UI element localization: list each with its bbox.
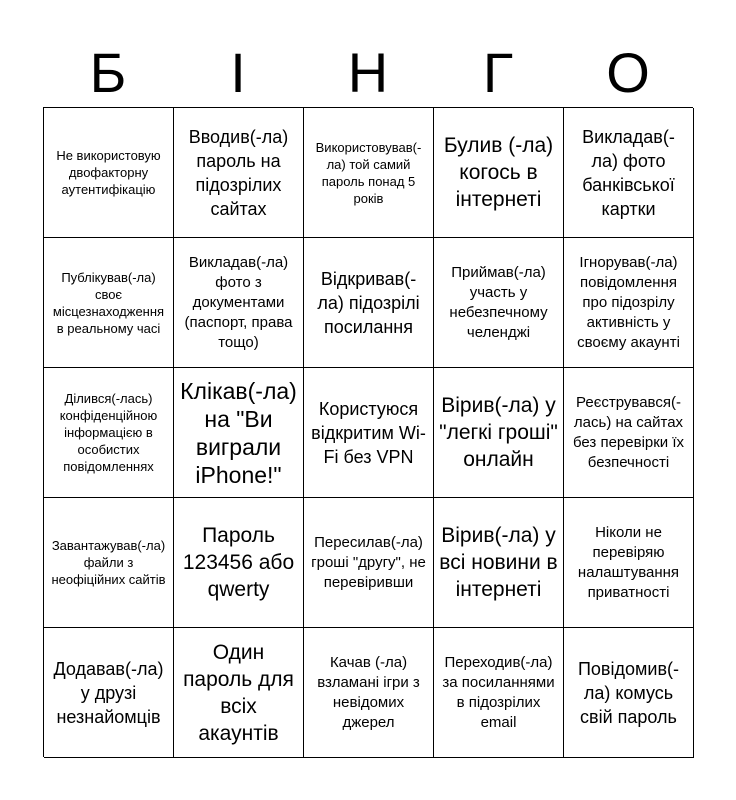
bingo-cell-text: Викладав(-ла) фото банківської картки — [582, 126, 675, 219]
bingo-cell-text: Вводив(-ла) пароль на підозрілих сайтах — [188, 126, 289, 219]
bingo-cell[interactable] — [564, 498, 694, 628]
bingo-cell[interactable] — [564, 238, 694, 368]
title-letter-n: Н — [347, 41, 389, 104]
bingo-cell-text: Публікував(-ла) своє місцезнаходження в реальному часі — [52, 269, 165, 336]
bingo-cell-text: Пересилав(-ла) гроші "другу", не перевіривши — [311, 533, 426, 591]
bingo-cell-text: Качав (-ла) взламані ігри з невідомих джерел — [317, 653, 420, 731]
bingo-cell-text: Приймав(-ла) участь у небезпечному челенджі — [449, 263, 548, 341]
bingo-cell-text: Ніколи не перевіряю налаштування приватності — [577, 523, 680, 601]
bingo-cell-text: Один пароль для всіх акаунтів — [183, 640, 294, 745]
bingo-cell-text: Переходив(-ла) за посиланнями в підозрілих email — [442, 653, 555, 731]
bingo-cell-text: Ігнорував(-ла) повідомлення про підозрілу активність у своєму акаунті — [577, 253, 680, 351]
bingo-cell-text: Викладав(-ла) фото з документами (паспорт, права тощо) — [184, 253, 293, 351]
bingo-cell-text: Завантажував(-ла) файли з неофіційних сайтів — [51, 538, 166, 587]
bingo-cell[interactable] — [174, 498, 304, 628]
bingo-cell-text: Булив (-ла) когось в інтернеті — [443, 134, 554, 211]
bingo-cell[interactable] — [174, 628, 304, 758]
title-letter-i: І — [230, 41, 246, 104]
bingo-cell-text: Пароль 123456 або qwerty — [182, 524, 295, 601]
bingo-cell[interactable] — [434, 108, 564, 238]
bingo-cell[interactable] — [44, 108, 174, 238]
bingo-cell[interactable] — [564, 108, 694, 238]
bingo-cell[interactable] — [174, 108, 304, 238]
title-letter-h: Г — [482, 41, 514, 104]
bingo-cell[interactable] — [174, 238, 304, 368]
bingo-cell[interactable] — [44, 628, 174, 758]
bingo-cell[interactable] — [44, 498, 174, 628]
title-letter-o: О — [606, 41, 650, 104]
bingo-cell[interactable] — [304, 628, 434, 758]
bingo-cell[interactable] — [434, 368, 564, 498]
bingo-cell[interactable] — [564, 368, 694, 498]
bingo-cell[interactable] — [174, 368, 304, 498]
bingo-cell-text: Відкривав(-ла) підозрілі посилання — [317, 268, 420, 337]
bingo-cell[interactable] — [434, 628, 564, 758]
bingo-cell-text: Вірив(-ла) у всі новини в інтернеті — [439, 524, 558, 601]
bingo-cell-text: Додавав(-ла) у друзі незнайомців — [53, 658, 164, 727]
bingo-cell[interactable] — [304, 498, 434, 628]
bingo-cell[interactable] — [434, 498, 564, 628]
bingo-cell-text: Не використовую двофакторну аутентифікацію — [56, 148, 161, 197]
bingo-cell[interactable] — [304, 368, 434, 498]
title-letter-b: Б — [89, 41, 127, 104]
bingo-cell-text: Користуюся відкритим Wi-Fi без VPN — [311, 398, 426, 467]
bingo-cell-text: Реєструвався(-лась) на сайтах без перевірки їх безпечності — [572, 393, 685, 471]
bingo-cell-text: Ділився(-лась) конфіденційною інформацією в особистих повідомленнях — [59, 391, 158, 474]
bingo-cell-text: Використовував(-ла) той самий пароль понад 5 років — [315, 139, 422, 206]
bingo-cell-text: Вірив(-ла) у "легкі гроші" онлайн — [439, 394, 558, 471]
bingo-cell[interactable] — [434, 238, 564, 368]
bingo-cell-text: Клікав(-ла) на "Ви виграли iPhone!" — [180, 377, 297, 488]
bingo-title — [43, 38, 693, 108]
bingo-cell[interactable] — [44, 368, 174, 498]
bingo-grid — [43, 107, 693, 757]
bingo-cell[interactable] — [304, 238, 434, 368]
bingo-cell[interactable] — [304, 108, 434, 238]
bingo-cell-text: Повідомив(-ла) комусь свій пароль — [577, 658, 679, 727]
bingo-cell[interactable] — [564, 628, 694, 758]
bingo-cell[interactable] — [44, 238, 174, 368]
